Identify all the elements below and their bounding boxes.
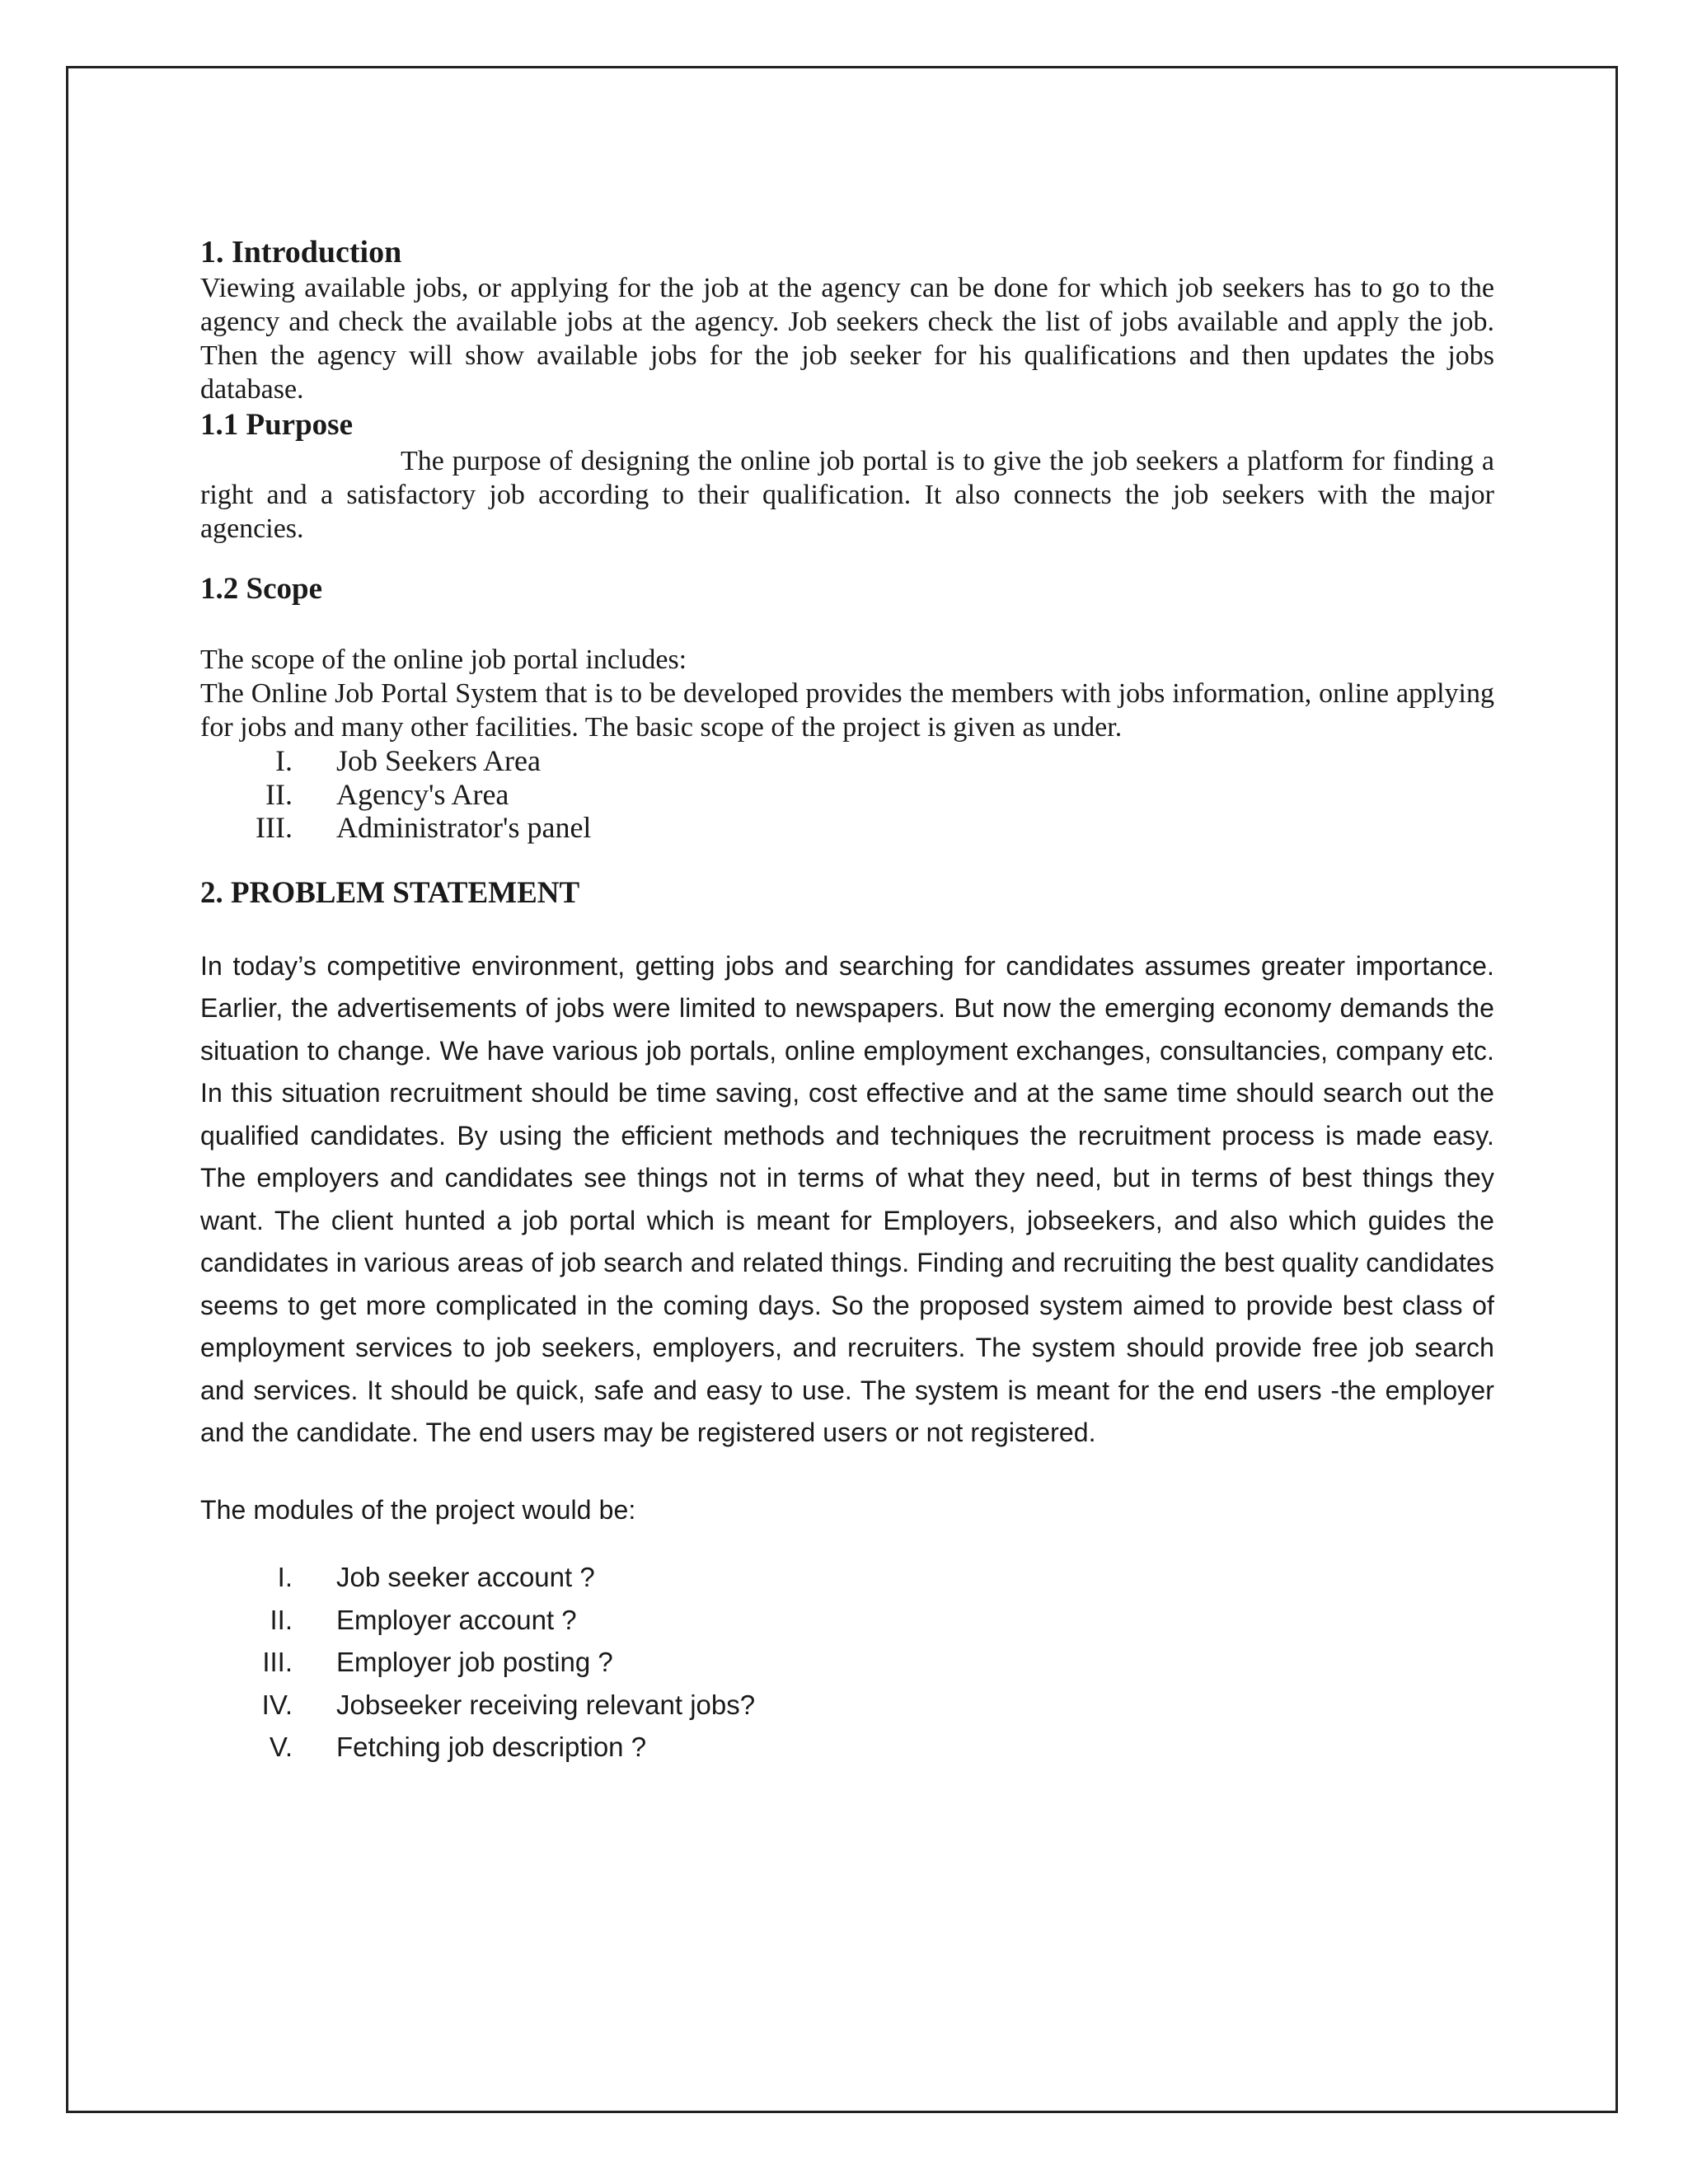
modules-intro: The modules of the project would be: (200, 1494, 636, 1525)
problem-heading: 2. PROBLEM STATEMENT (200, 875, 580, 910)
modules-list (200, 1556, 1494, 1769)
purpose-heading: 1.1 Purpose (200, 408, 353, 442)
problem-paragraph: In today’s competitive environment, getting jobs and searching for candidates assumes greater importance. Earlier, the advertisements of jobs were limited to newspapers. But now the emerging economy demands the situation to change. We have various job portals, online employment exchanges, consultancies, company etc. In this situation recruitment should be time saving, cost effective and at the same time should search out the qualified candidates. By using the efficient methods and techniques the recruitment process is made easy. The employers and candidates see things not in terms of what they need, but in terms of best things they want. The client hunted a job portal which is meant for Employers, jobseekers, and also which guides the candidates in various areas of job search and related things. Finding and recruiting the best quality candidates seems to get more complicated in the coming days. So the proposed system aimed to provide best class of employment services to job seekers, employers, and recruiters. The system should provide free job search and services. It should be quick, safe and easy to use. The system is meant for the end users -the employer and the candidate. The end users may be registered users or not registered. (200, 950, 1494, 1447)
list-item: II. Employer account ? (270, 1604, 577, 1635)
document-content (200, 233, 1494, 1769)
scope-paragraph: The Online Job Portal System that is to be developed provides the members with jobs information, online applying for jobs and many other facilities. The basic scope of the project is given as under. (200, 678, 1494, 743)
list-item: III. Employer job posting ? (262, 1647, 613, 1677)
list-item: III. Administrator's panel (256, 811, 592, 844)
list-item: V. Fetching job description ? (269, 1732, 647, 1762)
purpose-paragraph: The purpose of designing the online job portal is to give the job seekers a platform for finding a right and a satisfactory job according to their qualification. It also connects the job seekers with the major agencies. (200, 446, 1494, 544)
list-item: II. Agency's Area (265, 777, 509, 811)
intro-heading: 1. Introduction (200, 235, 402, 269)
scope-list (200, 744, 1494, 845)
list-item: IV. Jobseeker receiving relevant jobs? (261, 1689, 756, 1720)
intro-paragraph: Viewing available jobs, or applying for the job at the agency can be done for which job seekers has to go to the agency and check the available jobs at the agency. Job seekers check the list of jobs available and apply the job. Then the agency will show available jobs for the job seeker for his qualifications and then updates the jobs database. (200, 273, 1494, 405)
scope-heading: 1.2 Scope (200, 572, 322, 606)
list-item: I. Job seeker account ? (277, 1562, 595, 1592)
list-item: I. Job Seekers Area (275, 744, 541, 777)
scope-intro: The scope of the online job portal includes: (200, 644, 687, 675)
